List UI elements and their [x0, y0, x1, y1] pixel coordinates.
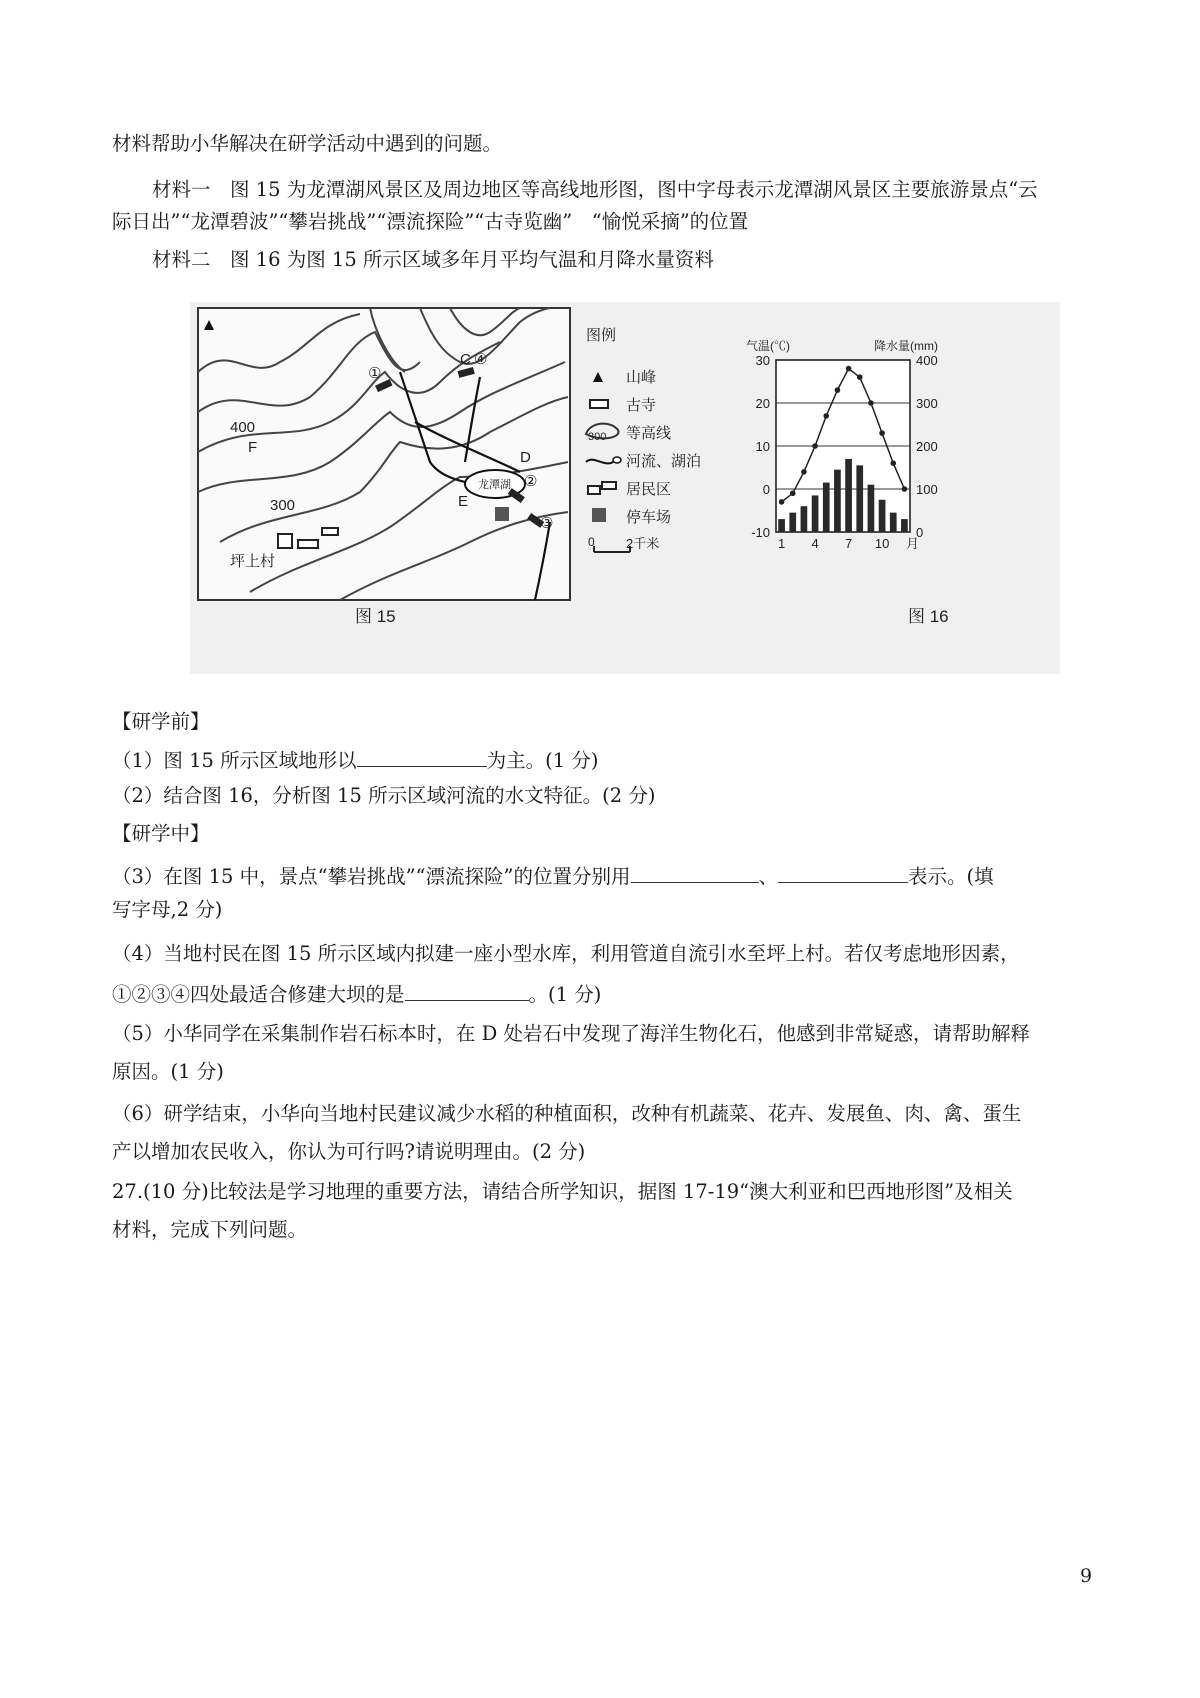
- right-axis-title: 降水量(mm): [874, 339, 938, 353]
- village-block: [278, 534, 292, 548]
- fig16-climate-chart: [746, 338, 949, 626]
- question-4-line2: [112, 978, 1102, 1009]
- legend-title: 图例: [586, 327, 617, 344]
- question-6-line2: 产以增加农民收入，你认为可行吗?请说明理由。(2 分): [112, 1140, 586, 1163]
- temp-point: [846, 366, 852, 372]
- figure-svg: [190, 302, 1060, 674]
- legend-temple-icon: [590, 400, 608, 408]
- chart-grid: [776, 360, 910, 532]
- question-3: [112, 860, 1102, 891]
- legend-item: 古寺: [626, 397, 657, 414]
- question-27-line1: 27.(10 分)比较法是学习地理的重要方法，请结合所学知识，据图 17-19“澳大利亚和巴西地形图”及相关: [112, 1180, 1013, 1203]
- village-block: [322, 528, 338, 535]
- legend-peak-icon: [593, 372, 603, 382]
- left-tick-label: -10: [751, 525, 770, 540]
- section-during: 【研学中】: [112, 822, 210, 845]
- q1-blank: [357, 744, 487, 767]
- temp-point: [835, 387, 841, 393]
- q3-blank-a: [631, 860, 759, 883]
- temp-point: [823, 413, 829, 419]
- left-tick-label: 30: [755, 353, 770, 368]
- temp-point: [902, 486, 908, 492]
- question-4-line1: （4）当地村民在图 15 所示区域内拟建一座小型水库，利用管道自流引水至坪上村。若仅考虑地形因素，: [112, 942, 1020, 965]
- temp-point: [801, 469, 807, 475]
- temp-point: [779, 499, 785, 505]
- q3-blank-b: [778, 860, 908, 883]
- question-1: [112, 744, 1102, 775]
- section-before: 【研学前】: [112, 710, 210, 733]
- fig16-caption: 图 16: [908, 607, 949, 626]
- parking-icon: [495, 507, 509, 521]
- right-tick-label: 400: [916, 353, 938, 368]
- left-tick-label: 0: [762, 482, 770, 497]
- precip-bar: [778, 519, 785, 532]
- q4-blank: [405, 978, 529, 1001]
- q3-suffix: 表示。(填: [908, 865, 994, 888]
- q4-suffix: 。(1 分): [528, 983, 602, 1006]
- legend-river-icon: [586, 460, 616, 464]
- question-6-line1: （6）研学结束，小华向当地村民建议减少水稻的种植面积，改种有机蔬菜、花卉、发展鱼、肉、禽、蛋生: [112, 1102, 1022, 1125]
- figure-block: [190, 302, 1060, 674]
- legend-item: 河流、湖泊: [626, 453, 702, 470]
- material2-text: 材料二 图 16 为图 15 所示区域多年月平均气温和月降水量资料: [152, 248, 714, 271]
- letter-e: E: [458, 493, 469, 510]
- contour-label-400: 400: [230, 419, 256, 436]
- question-2: （2）结合图 16，分析图 15 所示区域河流的水文特征。(2 分): [112, 784, 656, 807]
- fig15-caption: 图 15: [355, 607, 396, 626]
- precip-bar: [812, 495, 819, 532]
- left-tick-label: 10: [755, 439, 770, 454]
- precip-bar: [879, 500, 886, 532]
- intro-text: 材料帮助小华解决在研学活动中遇到的问题。: [112, 132, 503, 155]
- lake-label: 龙潭湖: [478, 479, 511, 491]
- question-3-line2: 写字母,2 分): [112, 898, 223, 921]
- circled-1: ①: [368, 365, 382, 382]
- circled-2: ②: [524, 473, 538, 490]
- legend-item: 居民区: [626, 481, 672, 498]
- precip-bar: [868, 485, 875, 532]
- letter-f: F: [248, 439, 258, 456]
- precip-bar: [823, 483, 830, 532]
- x-tick-label: 10: [874, 536, 890, 551]
- village-block: [298, 540, 318, 548]
- legend-village-icon: [588, 486, 600, 494]
- contour-label-300: 300: [270, 497, 296, 514]
- q1-suffix: 为主。(1 分): [486, 749, 599, 772]
- right-tick-label: 200: [916, 439, 938, 454]
- scale-zero: 0: [588, 535, 595, 549]
- letter-d: D: [520, 449, 531, 466]
- q1-prefix: （1）图 15 所示区域地形以: [112, 749, 357, 772]
- legend-item: 停车场: [626, 509, 672, 526]
- x-tick-label: 1: [777, 536, 786, 551]
- precip-bar: [789, 513, 796, 532]
- precip-bar: [856, 465, 863, 532]
- q3-prefix: （3）在图 15 中，景点“攀岩挑战”“漂流探险”的位置分别用: [112, 865, 631, 888]
- precip-bar: [901, 519, 908, 532]
- q4-prefix: ①②③④四处最适合修建大坝的是: [112, 983, 405, 1006]
- letter-c: C: [460, 351, 471, 368]
- q3-separator: 、: [758, 865, 779, 888]
- temp-point: [812, 443, 818, 449]
- map-legend: [586, 327, 701, 552]
- temp-point: [857, 374, 863, 380]
- precip-bar: [801, 506, 808, 532]
- circled-4: ④: [474, 351, 488, 368]
- temp-point: [879, 430, 885, 436]
- question-27-line2: 材料，完成下列问题。: [112, 1218, 308, 1241]
- x-unit-label: 月: [906, 536, 920, 551]
- precip-bar: [834, 470, 841, 532]
- right-tick-label: 300: [916, 396, 938, 411]
- village-label: 坪上村: [230, 553, 276, 570]
- legend-contour-sample: 300: [588, 431, 607, 443]
- temp-point: [790, 491, 796, 497]
- right-tick-label: 0: [916, 525, 924, 540]
- temp-point: [868, 400, 874, 406]
- precip-bar: [890, 513, 897, 532]
- circled-3: ③: [540, 515, 554, 532]
- legend-parking-icon: [592, 508, 606, 522]
- question-5-line2: 原因。(1 分): [112, 1060, 224, 1083]
- material1-line2: 际日出”“龙潭碧波”“攀岩挑战”“漂流探险”“古寺览幽” “愉悦采摘”的位置: [112, 210, 749, 233]
- right-tick-label: 100: [916, 482, 938, 497]
- x-tick-label: 7: [844, 536, 853, 551]
- page-number: 9: [1080, 1565, 1093, 1587]
- x-tick-label: 4: [811, 536, 819, 551]
- fig15-map: [198, 308, 701, 626]
- scale-label: 2千米: [626, 536, 660, 551]
- temp-point: [890, 460, 896, 466]
- legend-item: 等高线: [626, 425, 672, 442]
- material1-line1: 材料一 图 15 为龙潭湖风景区及周边地区等高线地形图，图中字母表示龙潭湖风景区主要旅游景点“云: [152, 178, 1038, 201]
- precip-bar: [845, 459, 852, 532]
- left-axis-title: 气温(℃): [746, 339, 790, 353]
- left-tick-label: 20: [755, 396, 770, 411]
- question-5-line1: （5）小华同学在采集制作岩石标本时，在 D 处岩石中发现了海洋生物化石，他感到非常疑惑，请帮助解释: [112, 1022, 1030, 1045]
- legend-item: 山峰: [626, 369, 657, 386]
